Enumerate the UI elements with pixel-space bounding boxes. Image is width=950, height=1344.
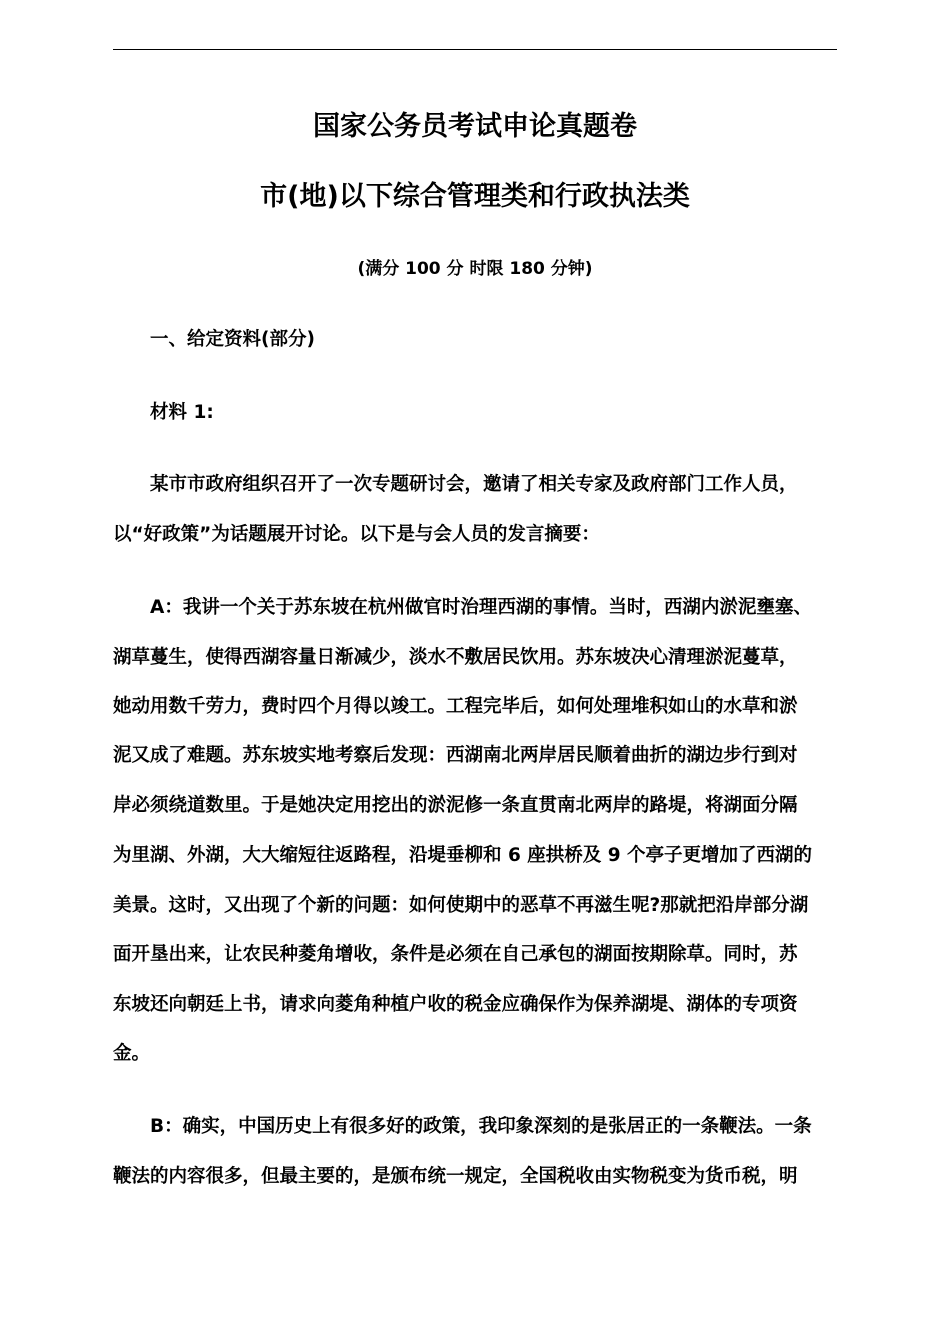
paragraph-a-line: 东坡还向朝廷上书，请求向菱角种植户收的税金应确保作为保养湖堤、湖体的专项资 — [113, 994, 798, 1015]
document-subtitle-category: 市(地)以下综合管理类和行政执法类 — [260, 181, 690, 212]
paragraph-a-line: 她动用数千劳力，费时四个月得以竣工。工程完毕后，如何处理堆积如山的水草和淤 — [113, 696, 798, 717]
paragraph-a-line: 美景。这时，又出现了个新的问题：如何使期中的恶草不再滋生呢?那就把沿岸部分湖 — [113, 895, 809, 916]
paragraph-a-line: 面开垦出来，让农民种菱角增收，条件是必须在自己承包的湖面按期除草。同时，苏 — [113, 944, 798, 965]
paragraph-a-line: 泥又成了难题。苏东坡实地考察后发现：西湖南北两岸居民顺着曲折的湖边步行到对 — [113, 745, 798, 766]
exam-info: (满分 100 分 时限 180 分钟) — [357, 259, 593, 279]
paragraph-a-line: 为里湖、外湖，大大缩短往返路程，沿堤垂柳和 6 座拱桥及 9 个亭子更增加了西湖的 — [113, 845, 813, 866]
paragraph-b-line: B：确实，中国历史上有很多好的政策，我印象深刻的是张居正的一条鞭法。一条 — [150, 1116, 812, 1137]
paragraph-a-line: 湖草蔓生，使得西湖容量日渐减少，淡水不敷居民饮用。苏东坡决心清理淤泥蔓草， — [113, 647, 798, 668]
intro-line: 以“好政策”为话题展开讨论。以下是与会人员的发言摘要： — [113, 524, 600, 545]
section-heading: 一、给定资料(部分) — [150, 329, 315, 350]
intro-line: 某市市政府组织召开了一次专题研讨会，邀请了相关专家及政府部门工作人员， — [150, 474, 798, 495]
header-rule — [113, 49, 837, 50]
material-label: 材料 1: — [150, 402, 214, 423]
paragraph-a-line: A：我讲一个关于苏东坡在杭州做官时治理西湖的事情。当时，西湖内淤泥壅塞、 — [150, 597, 812, 618]
paragraph-a-line: 金。 — [113, 1043, 151, 1064]
document-title: 国家公务员考试申论真题卷 — [313, 111, 637, 142]
paragraph-a-line: 岸必须绕道数里。于是她决定用挖出的淤泥修一条直贯南北两岸的路堤，将湖面分隔 — [113, 795, 798, 816]
paragraph-b-line: 鞭法的内容很多，但最主要的，是颁布统一规定，全国税收由实物税变为货币税，明 — [113, 1166, 798, 1187]
